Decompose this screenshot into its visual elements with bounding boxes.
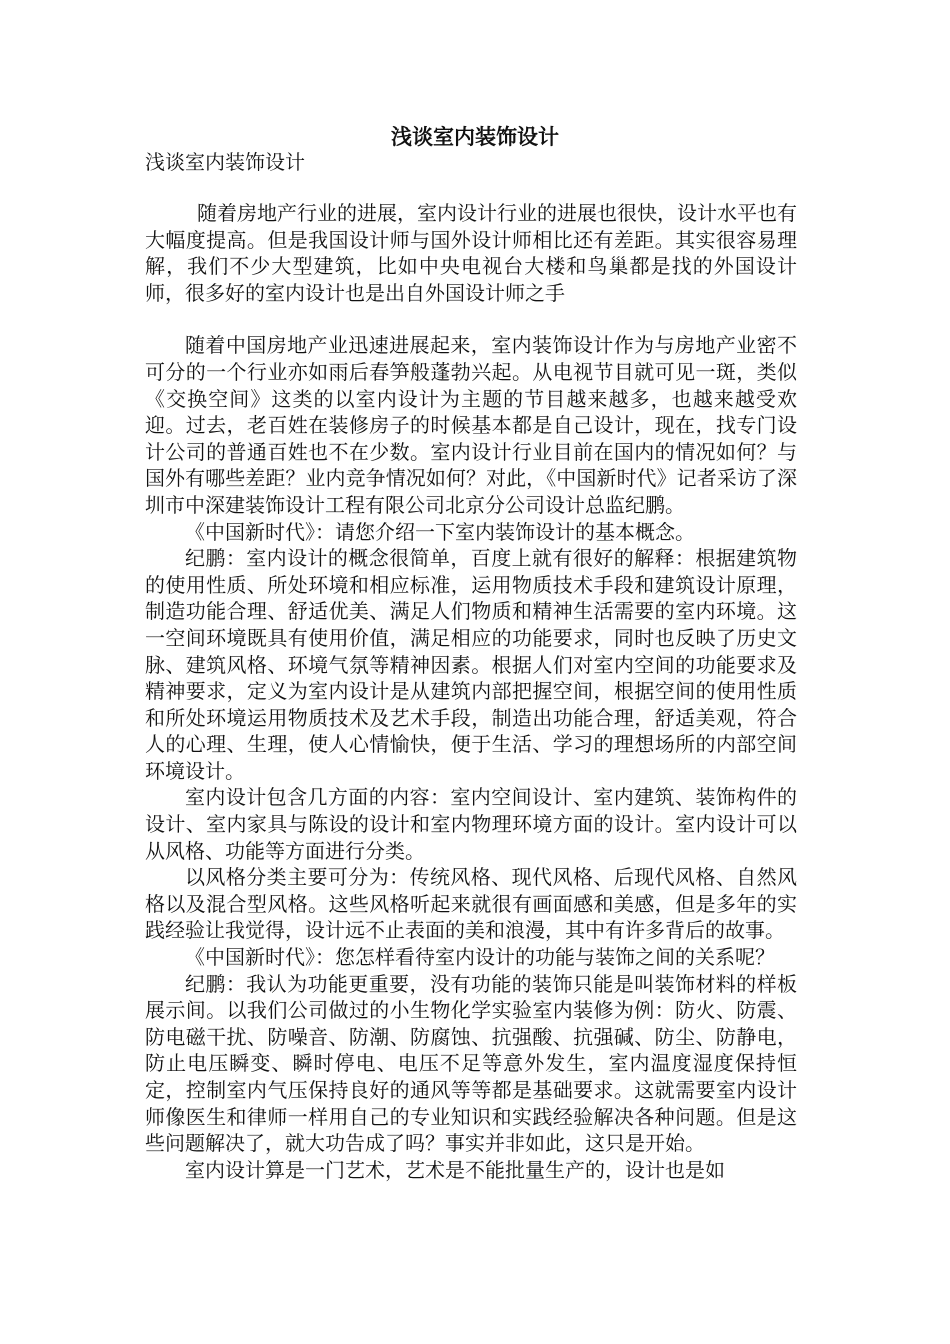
- paragraph-intro: 随着房地产行业的进展，室内设计行业的进展也很快，设计水平也有大幅度提高。但是我国设计师与国外设计师相比还有差距。其实很容易理解，我们不少大型建筑，比如中央电视台大楼和鸟巢都是找的外国设计师，很多好的室内设计也是出自外国设计师之手: [145, 201, 797, 305]
- paragraph-art: 室内设计算是一门艺术，艺术是不能批量生产的，设计也是如: [185, 1157, 725, 1182]
- paragraph-answer-1: 纪鹏：室内设计的概念很简单，百度上就有很好的解释：根据建筑物的使用性质、所处环境和相应标准，运用物质技术手段和建筑设计原理，制造功能合理、舒适优美、满足人们物质和精神生活需要的室内环境。这一空间环境既具有使用价值，满足相应的功能要求，同时也反映了历史文脉、建筑风格、环境气氛等精神因素。根据人们对室内空间的功能要求及精神要求，定义为室内设计是从建筑内部把握空间，根据空间的使用性质和所处环境运用物质技术及艺术手段，制造出功能合理，舒适美观，符合人的心理、生理，使人心情愉快，便于生活、学习的理想场所的内部空间环境设计。: [145, 546, 797, 783]
- document-body: [145, 200, 797, 1183]
- paragraph-background: 随着中国房地产业迅速进展起来，室内装饰设计作为与房地产业密不可分的一个行业亦如雨后春笋般蓬勃兴起。从电视节目就可见一斑，类似《交换空间》这类的以室内设计为主题的节目越来越多，也越来越受欢迎。过去，老百姓在装修房子的时候基本都是自己设计，现在，找专门设计公司的普通百姓也不在少数。室内设计行业目前在国内的情况如何？与国外有哪些差距？业内竞争情况如何？对此，《中国新时代》记者采访了深圳市中深建装饰设计工程有限公司北京分公司设计总监纪鹏。: [145, 333, 797, 517]
- paragraph-question-1: 《中国新时代》：请您介绍一下室内装饰设计的基本概念。: [185, 519, 695, 544]
- paragraph-content-scope: 室内设计包含几方面的内容：室内空间设计、室内建筑、装饰构件的设计、室内家具与陈设的设计和室内物理环境方面的设计。室内设计可以从风格、功能等方面进行分类。: [145, 785, 797, 863]
- document-title: 浅谈室内装饰设计: [391, 125, 559, 149]
- paragraph-styles: 以风格分类主要可分为：传统风格、现代风格、后现代风格、自然风格以及混合型风格。这些风格听起来就很有画面感和美感，但是多年的实践经验让我觉得，设计远不止表面的美和浪漫，其中有许多背后的故事。: [145, 865, 797, 943]
- paragraph-spacer: [145, 306, 797, 332]
- document-subtitle: 浅谈室内装饰设计: [145, 150, 305, 174]
- paragraph-question-2: 《中国新时代》：您怎样看待室内设计的功能与装饰之间的关系呢？: [185, 945, 775, 970]
- paragraph-answer-2: 纪鹏：我认为功能更重要，没有功能的装饰只能是叫装饰材料的样板展示间。以我们公司做过的小生物化学实验室内装修为例：防火、防震、防电磁干扰、防噪音、防潮、防腐蚀、抗强酸、抗强碱、防尘、防静电，防止电压瞬变、瞬时停电、电压不足等意外发生，室内温度湿度保持恒定，控制室内气压保持良好的通风等等都是基础要求。这就需要室内设计师像医生和律师一样用自己的专业知识和实践经验解决各种问题。但是这些问题解决了，就大功告成了吗？事实并非如此，这只是开始。: [145, 971, 797, 1156]
